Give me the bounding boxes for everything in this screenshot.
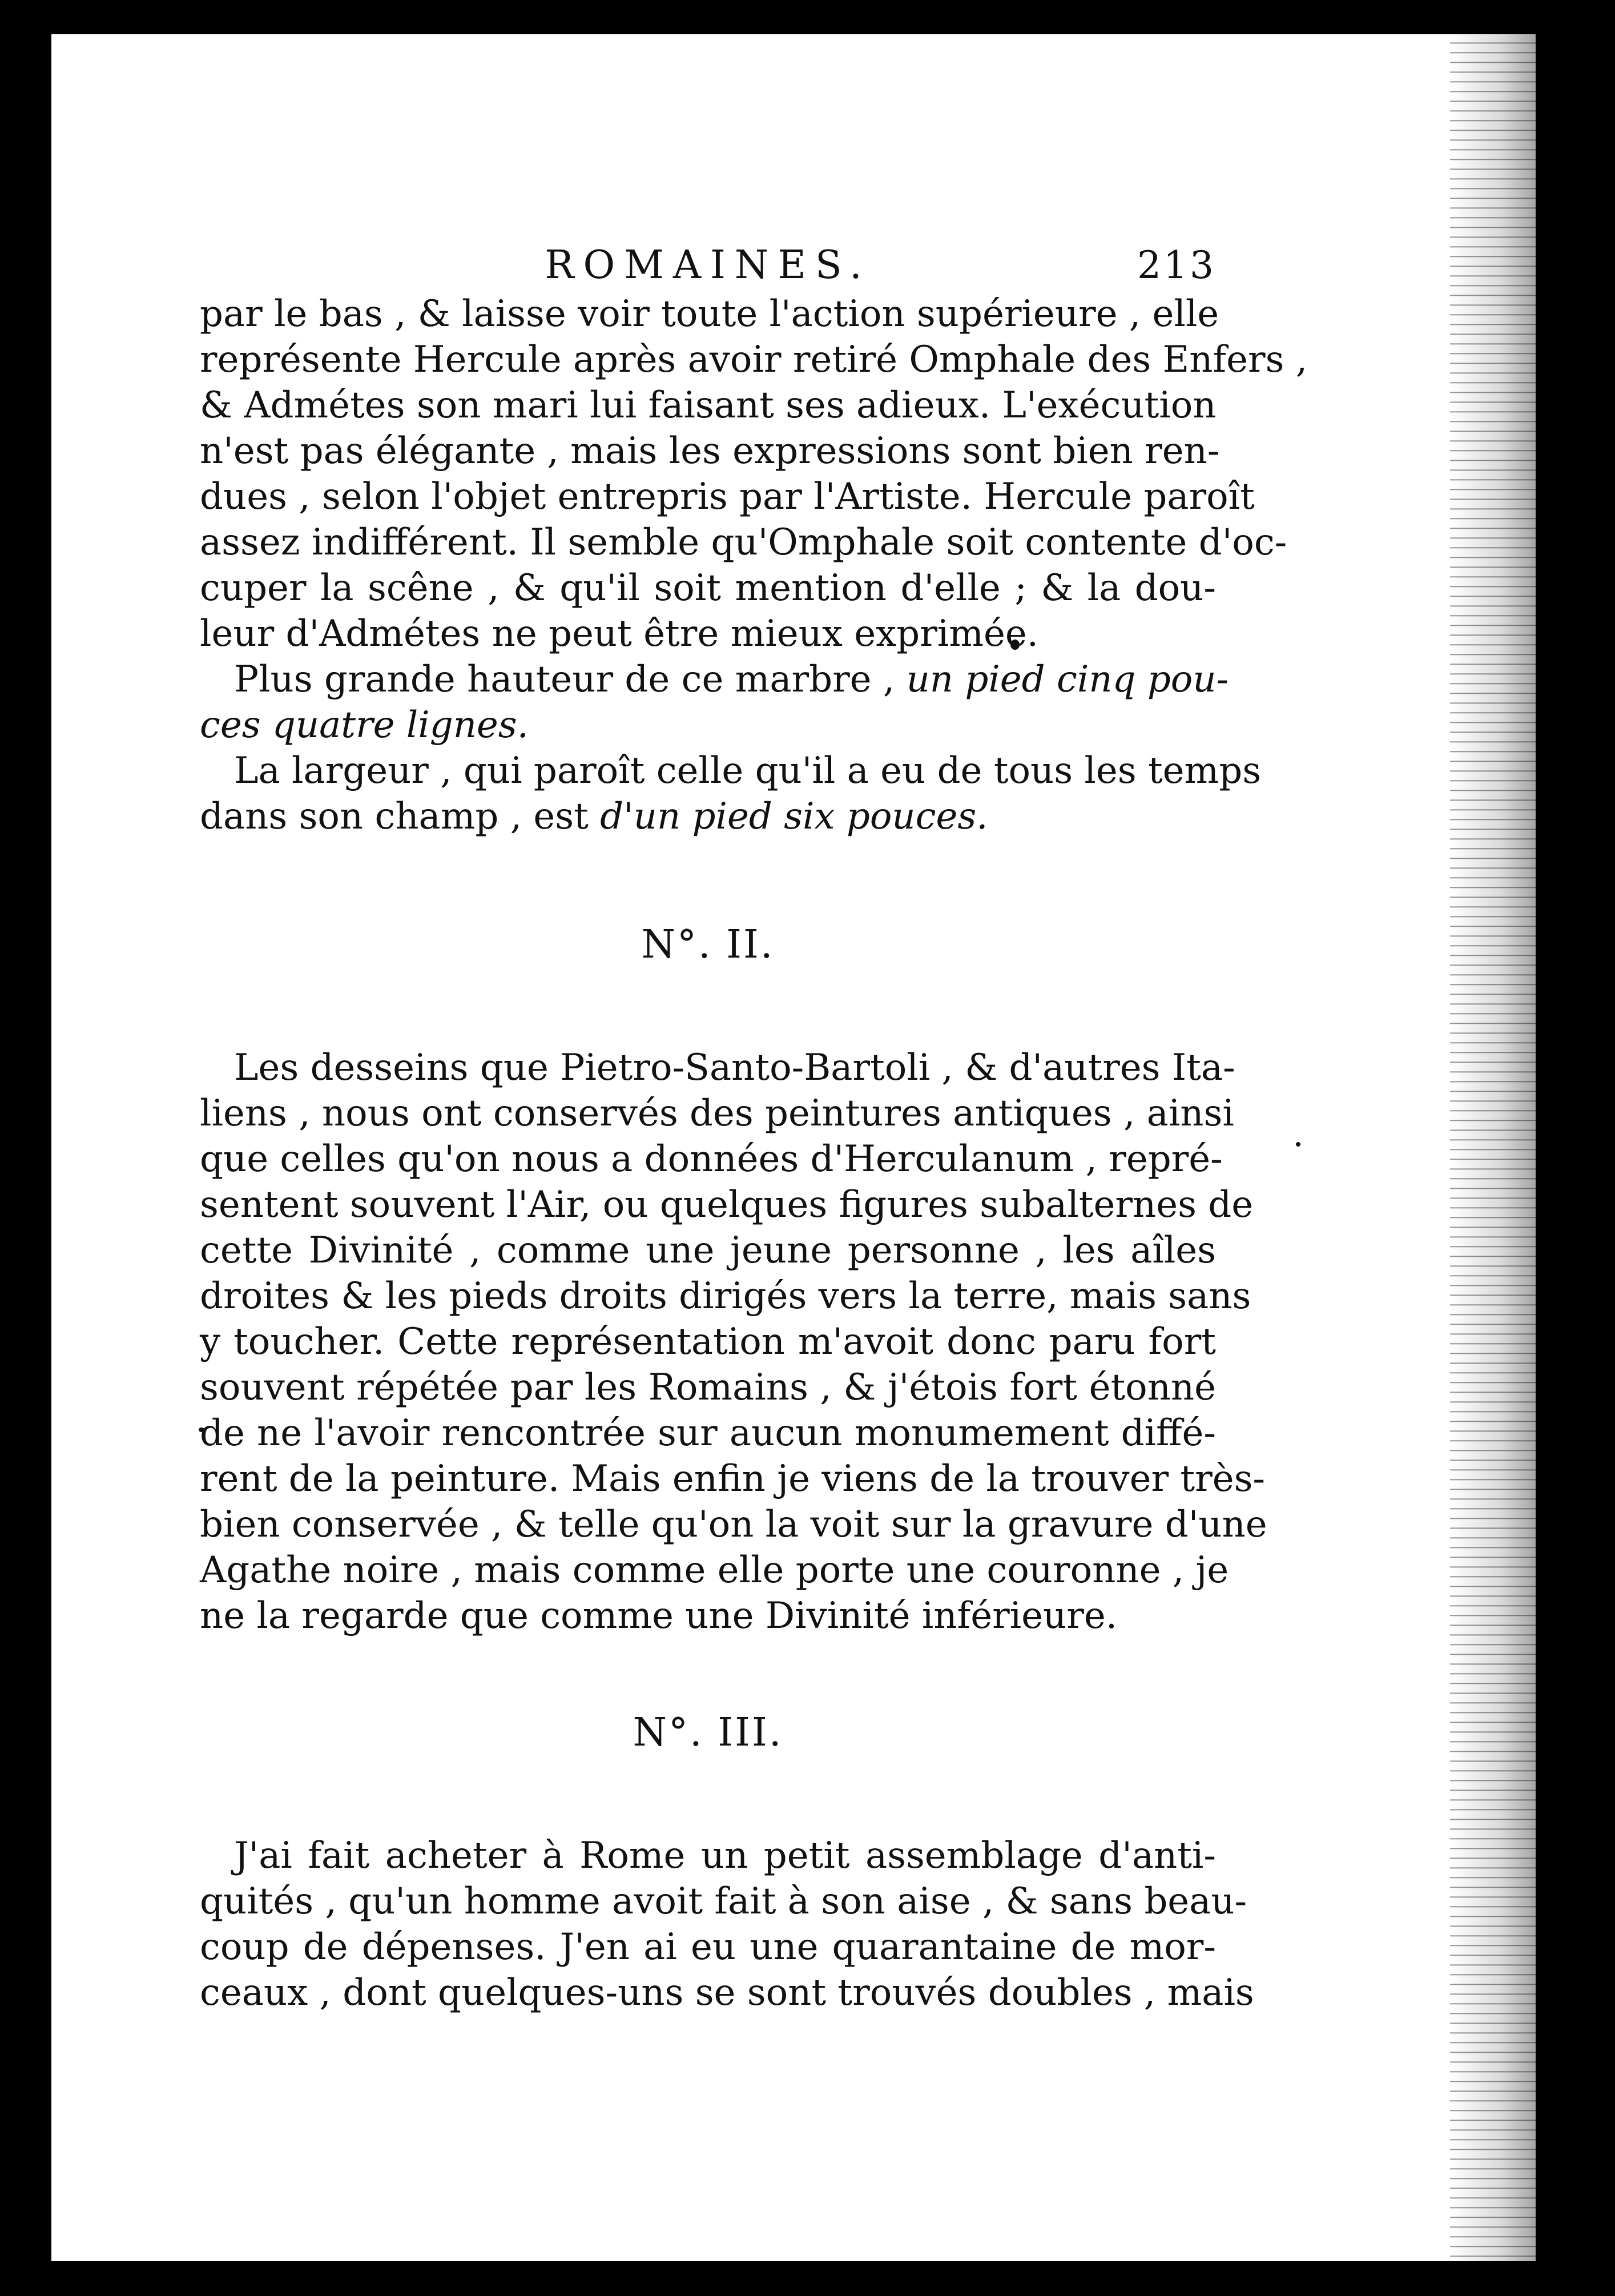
page-number: 213 <box>1137 243 1216 287</box>
text-line: représente Hercule après avoir retiré Omphale des Enfers , <box>200 339 1308 381</box>
text-line: y toucher. Cette représentation m'avoit donc paru fort <box>200 1321 1216 1363</box>
text-line: que celles qu'on nous a données d'Herculanum , repré- <box>200 1138 1223 1180</box>
text-line: assez indifférent. Il semble qu'Omphale soit contente d'oc- <box>200 521 1287 564</box>
text-line: leur d'Admétes ne peut être mieux exprimée. <box>200 613 1039 655</box>
text-line <box>200 794 1216 839</box>
ink-speck <box>1296 1142 1300 1147</box>
paragraph-2 <box>200 657 1229 748</box>
running-title: ROMAINES. <box>545 243 871 288</box>
text-line: liens , nous ont conservés des peintures antiques , ainsi <box>200 1092 1234 1135</box>
text-line: Les desseins que Pietro-Santo-Bartoli , & d'autres Ita- <box>234 1047 1235 1089</box>
section-heading-3: N°. III. <box>633 1710 783 1755</box>
text-italic: d'un pied six pouces. <box>600 795 988 838</box>
text-line: La largeur , qui paroît celle qu'il a eu de tous les temps <box>234 750 1262 792</box>
text-plain: dans son champ , est <box>200 795 601 838</box>
text-line: coup de dépenses. J'en ai eu une quarantaine de mor- <box>200 1926 1216 1968</box>
section-heading-2: N°. II. <box>641 922 775 967</box>
section-3-body <box>200 1833 1254 2016</box>
text-line: rent de la peinture. Mais enfin je viens de la trouver très- <box>200 1458 1266 1500</box>
text-line: bien conservée , & telle qu'on la voit sur la gravure d'une <box>200 1503 1267 1546</box>
text-line: Agathe noire , mais comme elle porte une couronne , je <box>200 1549 1229 1591</box>
text-line: ne la regarde que comme une Divinité inférieure. <box>200 1595 1118 1637</box>
text-line <box>200 657 1229 702</box>
book-page <box>51 34 1536 2261</box>
text-line: J'ai fait acheter à Rome un petit assemblage d'anti- <box>234 1835 1216 1877</box>
text-line: n'est pas élégante , mais les expressions sont bien ren- <box>200 430 1220 472</box>
text-line: cuper la scêne , & qu'il soit mention d'elle ; & la dou- <box>200 567 1216 609</box>
text-line: de ne l'avoir rencontrée sur aucun monumement diffé- <box>200 1412 1216 1454</box>
text-italic: un pied cinq pou- <box>906 658 1229 701</box>
text-italic: ces quatre lignes. <box>200 704 529 746</box>
page-edge-shadow <box>1450 34 1536 2261</box>
text-line: par le bas , & laisse voir toute l'action supérieure , elle <box>200 293 1219 335</box>
text-line: souvent répétée par les Romains , & j'étois fort étonné <box>200 1366 1216 1409</box>
text-plain: Plus grande hauteur de ce marbre , <box>234 658 907 701</box>
text-line: & Admétes son mari lui faisant ses adieux. L'exécution <box>200 384 1217 427</box>
text-line: ceaux , dont quelques-uns se sont trouvés doubles , mais <box>200 1972 1254 2014</box>
text-line: quités , qu'un homme avoit fait à son aise , & sans beau- <box>200 1880 1247 1923</box>
paragraph-1 <box>200 291 1308 657</box>
text-column <box>200 240 1308 2016</box>
text-line: cette Divinité , comme une jeune personne , les aîles <box>200 1229 1216 1272</box>
text-line: dues , selon l'objet entrepris par l'Artiste. Hercule paroît <box>200 476 1255 518</box>
section-2-body <box>200 1045 1267 1639</box>
text-line <box>200 702 1216 748</box>
paragraph-3 <box>200 748 1262 839</box>
text-line: sentent souvent l'Air, ou quelques figures subalternes de <box>200 1184 1254 1226</box>
text-line: droites & les pieds droits dirigés vers la terre, mais sans <box>200 1275 1251 1317</box>
running-header <box>200 240 1216 291</box>
